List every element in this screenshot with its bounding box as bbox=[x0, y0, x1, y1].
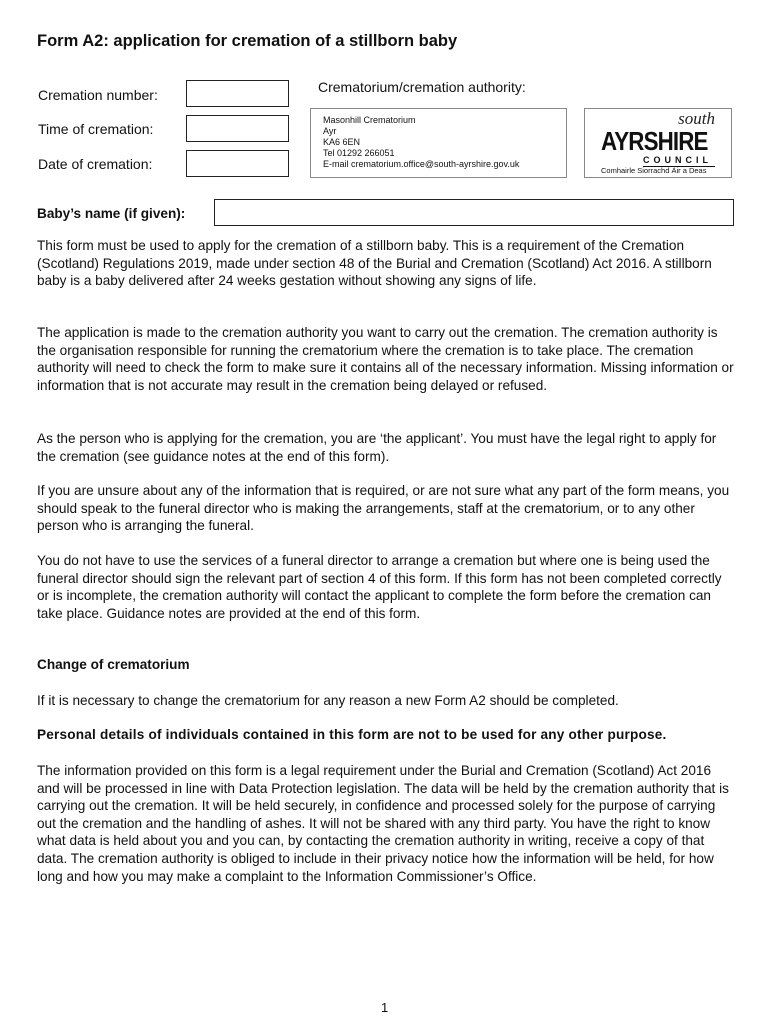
authority-tel: Tel 01292 266051 bbox=[323, 148, 395, 158]
change-of-crematorium-heading: Change of crematorium bbox=[37, 657, 190, 672]
intro-paragraph: This form must be used to apply for the cremation of a stillborn baby. This is a requirement of the Cremation (Scotland) Regulations 2019, made under section 48 of the Burial and Cremation (Scotland) Act 2016. A stillborn baby is a baby delivered after 24 weeks gestation without showing any signs of life. bbox=[37, 238, 712, 289]
logo-south-text: south bbox=[678, 109, 715, 128]
application-paragraph: The application is made to the cremation authority you want to carry out the cremation. The cremation authority is the organisation responsible for running the crematorium where the cremation is to take place. The cremation authority will need to check the form to make sure it contains all of the necessary information. Missing information or information that is not accurate may result in the cremation being delayed or refused. bbox=[37, 325, 734, 393]
cremation-number-label: Cremation number: bbox=[38, 87, 158, 103]
authority-address-box bbox=[310, 108, 567, 178]
personal-details-heading: Personal details of individuals contained in this form are not to be used for any other purpose. bbox=[37, 727, 667, 742]
authority-name: Masonhill Crematorium bbox=[323, 115, 416, 125]
council-logo bbox=[584, 108, 732, 178]
logo-council-text: COUNCIL bbox=[643, 155, 712, 165]
logo-ayrshire-text: AYRSHIRE bbox=[601, 126, 708, 156]
change-paragraph: If it is necessary to change the crematorium for any reason a new Form A2 should be completed. bbox=[37, 693, 619, 708]
form-title: Form A2: application for cremation of a stillborn baby bbox=[37, 32, 458, 50]
babys-name-field[interactable] bbox=[214, 199, 734, 226]
date-of-cremation-label: Date of cremation: bbox=[38, 156, 153, 172]
time-of-cremation-label: Time of cremation: bbox=[38, 121, 154, 137]
time-of-cremation-field[interactable] bbox=[186, 115, 289, 142]
funeral-director-paragraph: You do not have to use the services of a funeral director to arrange a cremation but where one is being used the funeral director should sign the relevant part of section 4 of this form. If this form has not been completed correctly or is incomplete, the cremation authority will contact the applicant to complete the form before the cremation can take place. Guidance notes are provided at the end of this form. bbox=[37, 553, 722, 621]
authority-label: Crematorium/cremation authority: bbox=[318, 79, 526, 95]
cremation-number-field[interactable] bbox=[186, 80, 289, 107]
authority-postcode: KA6 6EN bbox=[323, 137, 361, 147]
babys-name-label: Baby’s name (if given): bbox=[37, 206, 186, 221]
page-number: 1 bbox=[381, 1000, 389, 1015]
authority-email: E-mail crematorium.office@south-ayrshire.gov.uk bbox=[323, 159, 520, 169]
unsure-paragraph: If you are unsure about any of the information that is required, or are not sure what any part of the form means, you should speak to the funeral director who is making the arrangements, staff at the crematorium, or to any other person who is arranging the funeral. bbox=[37, 483, 730, 534]
authority-town: Ayr bbox=[323, 126, 337, 136]
logo-gaelic-text: Comhairle Siorrachd Àir a Deas bbox=[601, 166, 707, 175]
applicant-paragraph: As the person who is applying for the cremation, you are ‘the applicant’. You must have the legal right to apply for the cremation (see guidance notes at the end of this form). bbox=[37, 431, 717, 464]
data-protection-paragraph: The information provided on this form is a legal requirement under the Burial and Cremation (Scotland) Act 2016 and will be processed in line with Data Protection legislation. The data will be held by the cremation authority that is carrying out the cremation. It will be held securely, in confidence and processed solely for the purpose of carrying out the cremation and the handling of ashes. It will not be shared with any third party. You have the right to know what data is held about you and you can, by contacting the cremation authority in writing, receive a copy of that data. The cremation authority is obliged to include in their privacy notice how the information will be held, for how long and how you may make a complaint to the Information Commissioner’s Office. bbox=[37, 763, 729, 884]
date-of-cremation-field[interactable] bbox=[186, 150, 289, 177]
